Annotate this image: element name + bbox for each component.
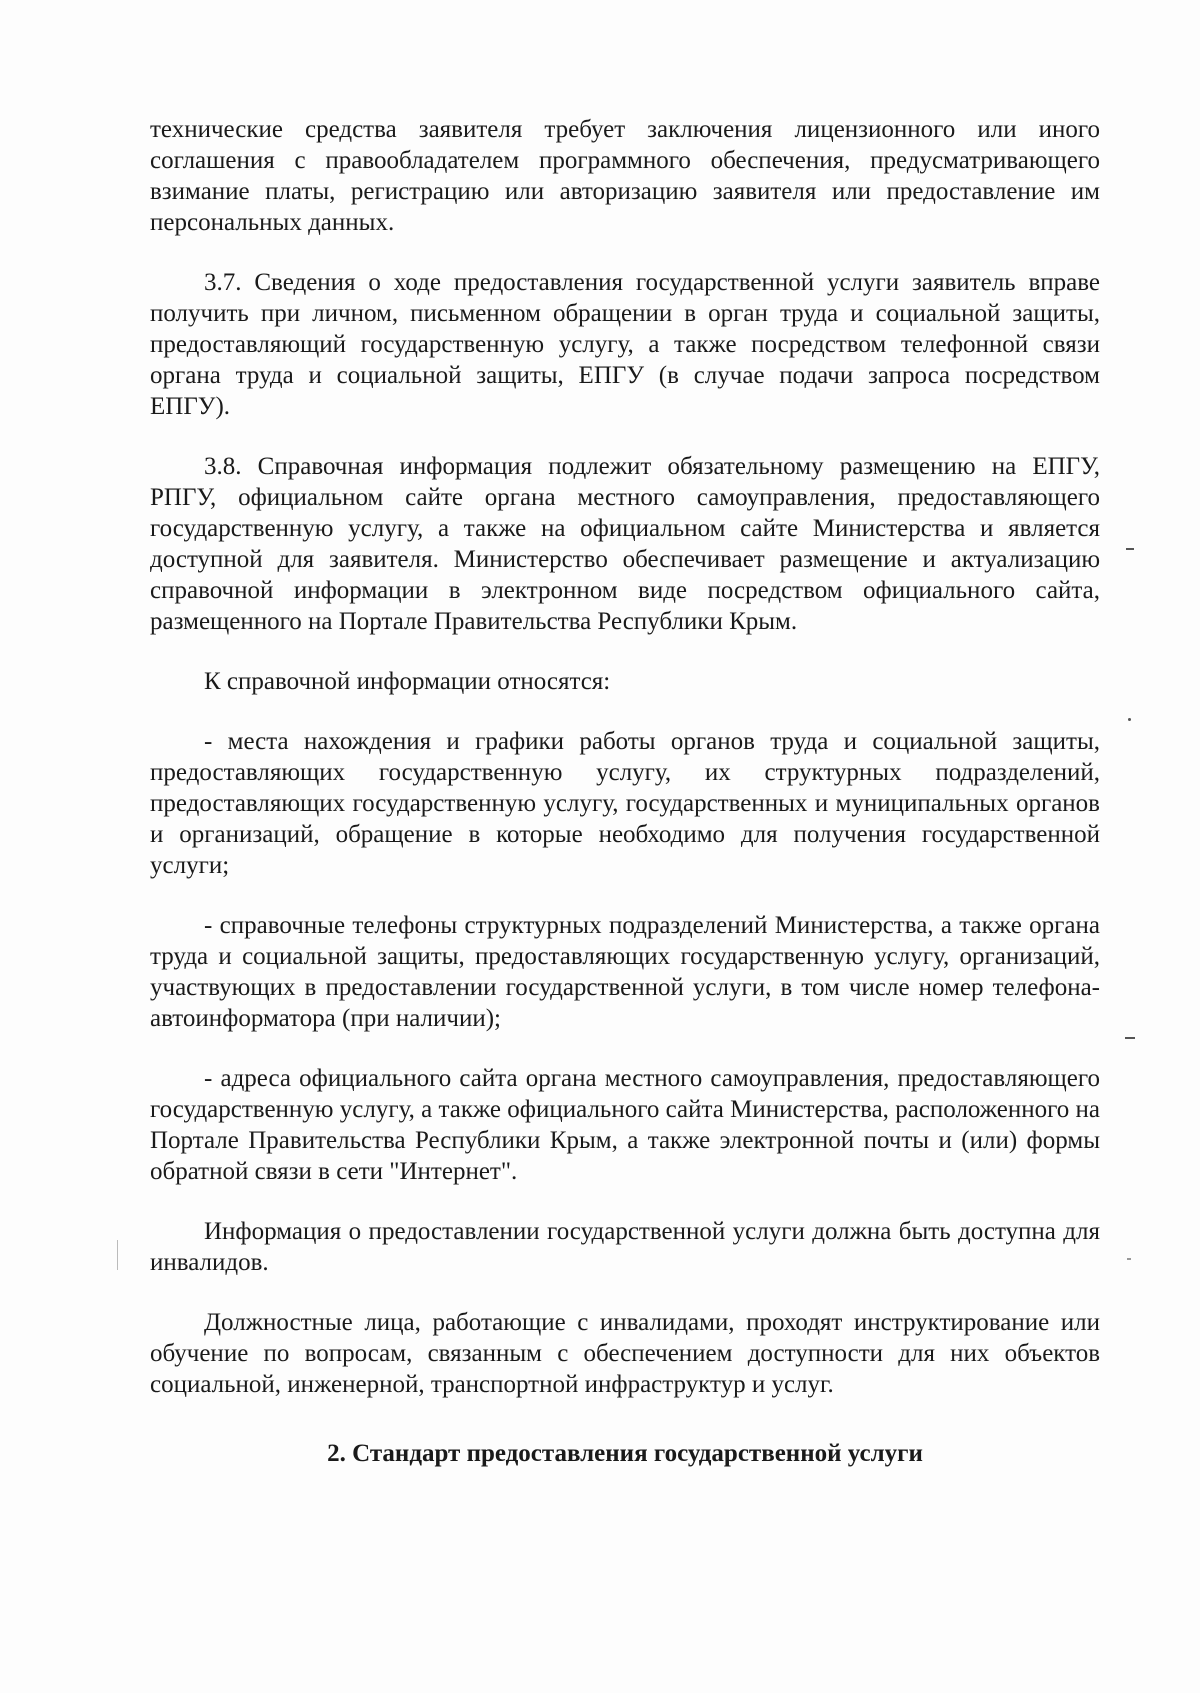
scan-artifact-mark	[1127, 1258, 1131, 1260]
scan-artifact-dot	[1128, 718, 1131, 721]
list-item-locations: - места нахождения и графики работы органов труда и социальной защиты, предоставляющих государственную услугу, их структурных подразделений, предоставляющих государственную услугу, государственных и муниципальных органов и организаций, обращение в которые необходимо для получения государственной услуги;	[150, 728, 1100, 879]
paragraph-reference-intro: К справочной информации относятся:	[204, 668, 611, 695]
scan-artifact-mark	[1125, 1037, 1135, 1039]
scan-artifact-mark	[1126, 548, 1134, 550]
paragraph-3-7: 3.7. Сведения о ходе предоставления государственной услуги заявитель вправе получить при личном, письменном обращении в орган труда и социальной защиты, предоставляющий государственную услугу, а также посредством телефонной связи органа труда и социальной защиты, ЕПГУ (в случае подачи запроса посредством ЕПГУ).	[150, 269, 1100, 420]
section-heading: 2. Стандарт предоставления государственной услуги	[327, 1440, 923, 1467]
document-body	[150, 114, 1100, 1498]
paragraph-officials: Должностные лица, работающие с инвалидами, проходят инструктирование или обучение по вопросам, связанным с обеспечением доступности для них объектов социальной, инженерной, транспортной инфраструктур и услуг.	[150, 1309, 1100, 1398]
paragraph-accessibility: Информация о предоставлении государственной услуги должна быть доступна для инвалидов.	[150, 1218, 1100, 1276]
scan-artifact-line	[117, 1240, 118, 1270]
paragraph-continuation: технические средства заявителя требует заключения лицензионного или иного соглашения с правообладателем программного обеспечения, предусматривающего взимание платы, регистрацию или авторизацию заявителя или предоставление им персональных данных.	[150, 116, 1100, 236]
list-item-websites: - адреса официального сайта органа местного самоуправления, предоставляющего государственную услугу, а также официального сайта Министерства, расположенного на Портале Правительства Республики Крым, а также электронной почты и (или) формы обратной связи в сети "Интернет".	[150, 1065, 1100, 1185]
paragraph-3-8: 3.8. Справочная информация подлежит обязательному размещению на ЕПГУ, РПГУ, официальном сайте органа местного самоуправления, предоставляющего государственную услугу, а также на официальном сайте Министерства и является доступной для заявителя. Министерство обеспечивает размещение и актуализацию справочной информации в электронном виде посредством официального сайта, размещенного на Портале Правительства Республики Крым.	[150, 453, 1100, 635]
list-item-phones: - справочные телефоны структурных подразделений Министерства, а также органа труда и социальной защиты, предоставляющих государственную услугу, организаций, участвующих в предоставлении государственной услуги, в том числе номер телефона-автоинформатора (при наличии);	[150, 912, 1100, 1032]
